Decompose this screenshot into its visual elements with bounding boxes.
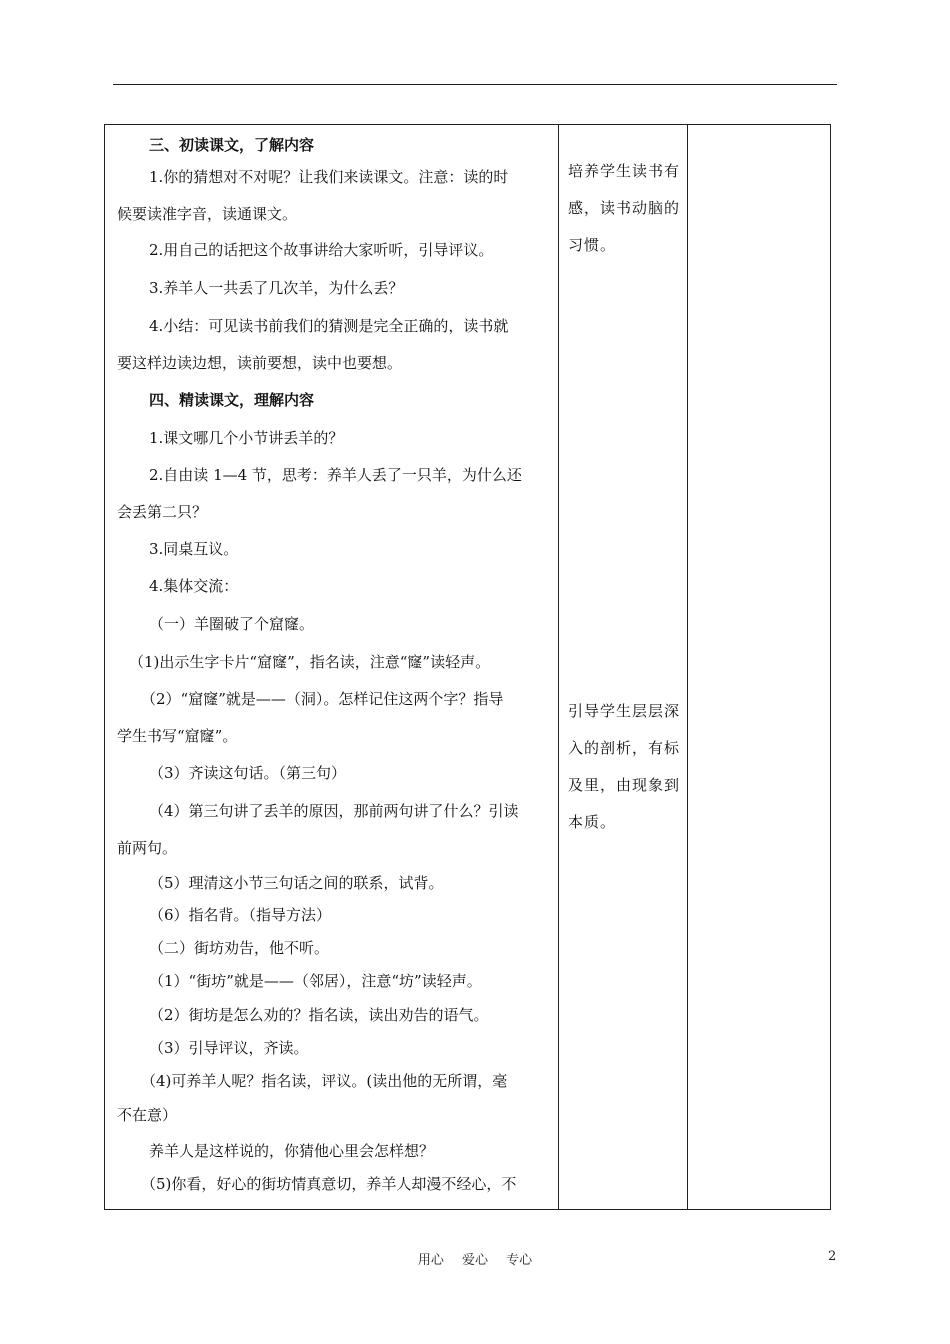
body-line: 4.小结：可见读书前我们的猜测是完全正确的，读书就	[149, 317, 509, 335]
body-line: 4.集体交流：	[149, 577, 239, 595]
section-heading: 四、精读课文，理解内容	[149, 391, 315, 409]
body-line: 3.养羊人一共丢了几次羊，为什么丢？	[149, 279, 404, 297]
design-note-1: 培养学生读书有感，读书动脑的习惯。	[568, 162, 681, 254]
body-line: 养羊人是这样说的，你猜他心里会怎样想？	[149, 1142, 435, 1160]
body-line: 3.同桌互议。	[149, 540, 239, 558]
body-line: 要这样边读边想，读前要想，读中也要想。	[117, 354, 403, 372]
page-number: 2	[828, 1249, 837, 1264]
body-line: （一）羊圈破了个窟窿。	[149, 615, 315, 633]
body-line: （2）街坊是怎么劝的？指名读，读出劝告的语气。	[149, 1006, 489, 1024]
body-line: （1)出示生字卡片“窟窿”，指名读，注意“窿”读轻声。	[129, 653, 491, 671]
body-line: 2.用自己的话把这个故事讲给大家听听，引导评议。	[149, 241, 494, 259]
body-line: （2）“窟窿”就是——（洞）。怎样记住这两个字？指导	[141, 690, 504, 708]
header-rule	[113, 84, 837, 85]
body-line: （二）街坊劝告，他不听。	[149, 939, 330, 957]
column-divider-2	[687, 125, 688, 1209]
section-heading: 三、初读课文，了解内容	[149, 136, 315, 154]
body-line: （1）“街坊”就是——（邻居），注意“坊”读轻声。	[149, 972, 482, 990]
body-line: 会丢第二只？	[117, 503, 208, 521]
body-line: 不在意）	[117, 1106, 178, 1124]
body-line: （3）引导评议，齐读。	[149, 1039, 309, 1057]
body-line: （4)可养羊人呢？指名读，评议。(读出他的无所谓，毫	[141, 1072, 508, 1090]
footer-motto: 用心 爱心 专心	[417, 1253, 533, 1268]
body-line: 1.课文哪几个小节讲丢羊的？	[149, 429, 344, 447]
design-note-2: 引导学生层层深入的剖析，有标及里，由现象到本质。	[568, 702, 681, 831]
lesson-plan-table	[104, 124, 831, 1210]
body-line: 学生书写“窟窿”。	[117, 727, 238, 745]
body-line: （4）第三句讲了丢羊的原因，那前两句讲了什么？引读	[149, 802, 519, 820]
body-line: 2.自由读 1—4 节，思考：养羊人丢了一只羊，为什么还	[149, 466, 522, 484]
body-line: 1.你的猜想对不对呢？让我们来读课文。注意：读的时	[149, 168, 509, 186]
body-line: （5）理清这小节三句话之间的联系，试背。	[149, 874, 444, 892]
body-line: （6）指名背。（指导方法）	[149, 906, 332, 924]
column-divider-1	[558, 125, 559, 1209]
body-line: （5)你看，好心的街坊情真意切，养羊人却漫不经心，不	[141, 1175, 517, 1193]
body-line: 候要读准字音，读通课文。	[117, 205, 298, 223]
body-line: （3）齐读这句话。（第三句）	[149, 764, 347, 782]
body-line: 前两句。	[117, 839, 178, 857]
